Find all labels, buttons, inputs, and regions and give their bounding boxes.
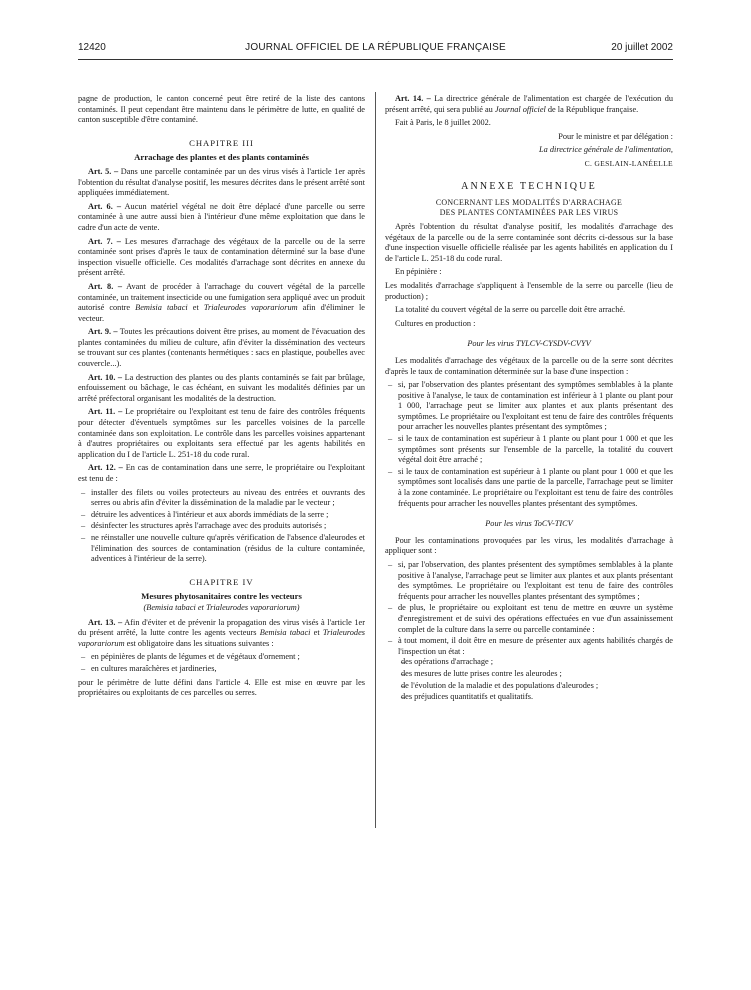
annex-title: ANNEXE TECHNIQUE	[461, 180, 597, 192]
virus-1-list	[385, 380, 673, 509]
article-7-text: Les mesures d'arrachage des végétaux de la parcelle ou de la serre contaminée sont prises d'après le taux de contamination déterminé sur la base d'une inspection visuelle officielle. Ces modalités d'arrachage sont décrites en annexe du présent arrêté.	[78, 236, 366, 278]
article-5	[78, 167, 365, 199]
paren-close: )	[296, 602, 300, 612]
article-8	[78, 282, 365, 324]
article-6	[78, 202, 365, 234]
article-6-text: Aucun matériel végétal ne doit être déplacé d'une parcelle ou serre contaminée à une autre aussi bien à l'intérieur d'une même exploitation que dans le cadre d'un acte de vente.	[78, 201, 365, 232]
chapter-4-title: Mesures phytosanitaires contre les vecteurs	[141, 591, 302, 602]
article-9	[78, 327, 365, 369]
virus-heading-1: Pour les virus TYLCV-CYSDV-CVYV	[467, 339, 591, 349]
annex-paragraph-4: Les modalités d'arrachage des végétaux de la parcelle ou de la serre sont décrites d'après le taux de contamination déterminée sur la base d'une inspection :	[385, 355, 673, 376]
article-11-number: Art. 11. –	[88, 407, 123, 417]
list-item: – si, par l'observation, des plantes présentent des symptômes semblables à la plante positive à l'analyse, l'arrachage peut se limiter aux plantes et aux plants présentant des symptômes. Le propriétaire ou l'exploitant est tenu de faire des contrôles fréquents pour arracher les nouvelles plantes présentant des symptômes ;	[385, 560, 673, 602]
sublist-item: – des mesures de lutte prises contre les aleurodes ;	[398, 669, 673, 680]
species-trialeurodes: Trialeurodes vaporariorum	[203, 303, 298, 313]
virus-heading-2: Pour les virus ToCV-TICV	[485, 519, 573, 529]
annex-paragraph-3: La totalité du couvert végétal de la serre ou parcelle doit être arraché.	[395, 305, 626, 315]
article-13	[78, 618, 365, 650]
intro-paragraph: pagne de production, le canton concerné peut être retiré de la liste des cantons contaminés. Il peut cependant être maintenu dans le périmètre de lutte, en qualité de canton susceptible d'être contaminé.	[78, 94, 365, 125]
done-at: Fait à Paris, le 8 juillet 2002.	[395, 118, 491, 128]
inspection-sublist	[398, 657, 673, 702]
sublist-item: – des opérations d'arrachage ;	[398, 657, 673, 668]
article-10	[78, 373, 365, 405]
issue-date: 20 juillet 2002	[611, 42, 673, 53]
species-bemisia: Bemisia tabaci	[259, 628, 311, 638]
article-11	[78, 407, 365, 460]
sublist-item: – de l'évolution de la maladie et des populations d'aleurodes ;	[398, 681, 673, 692]
article-10-number: Art. 10. –	[88, 372, 123, 382]
species-trialeurodes: Trialeurodes vaporariorum	[205, 602, 297, 612]
article-12-text: En cas de contamination dans une serre, le propriétaire ou l'exploitant est tenu de :	[78, 463, 366, 483]
list-item: – installer des filets ou voiles protecteurs au niveau des entrées et ouvrants des serres ou abris afin d'éviter la dissémination de la maladie par le vecteur ;	[78, 488, 365, 509]
article-12	[78, 463, 365, 484]
article-9-text: Toutes les précautions doivent être prises, au moment de l'évacuation des plantes contaminées du milieu de culture, afin d'éviter la dissémination des vecteurs se trouvant sur ces plantes (contenants hermétiques : sacs en plastique, poubelles avec couvercle...).	[78, 327, 365, 369]
paren-open: (	[143, 602, 147, 612]
annex-subtitle	[385, 198, 673, 217]
species-bemisia: Bemisia tabaci	[135, 303, 188, 313]
article-12-list	[78, 488, 365, 565]
annex-paragraph-5: Pour les contaminations provoquées par les virus, les modalités d'arrachage à appliquer sont :	[385, 535, 673, 556]
list-item: – ne réinstaller une nouvelle culture qu'après vérification de l'absence d'aleurodes et l'élimination des sources de contamination (résidus de la culture contaminée, adventices à l'intérieur de la serre).	[78, 533, 365, 565]
conjunction: et	[195, 602, 206, 612]
list-item-text: à tout moment, il doit être en mesure de présenter aux agents habilités chargés de l'inspection un état :	[398, 636, 673, 656]
header-rule	[78, 59, 673, 60]
article-12-number: Art. 12. –	[88, 463, 123, 473]
annex-subtitle-line-2: DES PLANTES CONTAMINÉES PAR LES VIRUS	[439, 207, 619, 217]
article-10-text: La destruction des plantes ou des plants contaminés se fait par brûlage, enfouissement ou bâchage, le cas échéant, en suivant les modalités définies par un arrêté préfectoral organisant les modalités de la destruction.	[78, 372, 365, 403]
journal-title: JOURNAL OFFICIEL DE LA RÉPUBLIQUE FRANÇAISE	[245, 42, 506, 53]
sublist-item: – des préjudices quantitatifs et qualitatifs.	[398, 692, 673, 703]
chapter-4-subtitle	[78, 603, 365, 614]
virus-2-list	[385, 560, 673, 703]
chapter-3-title: Arrachage des plantes et des plants contaminés	[134, 152, 309, 163]
production-heading: Cultures en production :	[395, 318, 476, 328]
article-14-text-b: de la République française.	[545, 104, 639, 114]
list-item	[385, 636, 673, 703]
left-column	[78, 94, 365, 702]
article-14	[385, 94, 673, 115]
article-6-number: Art. 6. –	[88, 201, 121, 211]
species-trialeurodes: Trialeurodes vaporariorum	[78, 628, 365, 648]
annex-paragraph-1: Après l'obtention du résultat d'analyse positif, les modalités d'arrachage des végétaux de la parcelle ou de la serre contaminée sont décrits ci-dessous sur la base d'une inspection visuelle officielle réalisée par les agents habilités en application du I de l'article L. 251-18 du code rural.	[385, 221, 673, 263]
annex-subtitle-line-1: CONCERNANT LES MODALITÉS D'ARRACHAGE	[435, 198, 623, 208]
article-14-number: Art. 14. –	[395, 94, 431, 103]
article-13-after: pour le périmètre de lutte défini dans l'article 4. Elle est mise en œuvre par les propriétaires ou exploitants de ces parcelles ou serres.	[78, 677, 365, 698]
article-8-text-b: et	[187, 303, 204, 313]
list-item: – de plus, le propriétaire ou exploitant est tenu de mettre en œuvre un système d'enregistrement et de suivi des opérations effectuées en vue d'un assainissement complet de la culture dans la serre ou parcelle contaminée :	[385, 603, 673, 635]
list-item: – si le taux de contamination est supérieur à 1 plante ou plant pour 1 000 et que les symptômes sont localisés dans une partie de la parcelle, l'arrachage peut se limiter à la zone contaminée. Le propriétaire ou l'exploitant est tenu de faire des contrôles fréquents pour arracher les nouvelles plantes présentant des symptômes.	[385, 467, 673, 509]
article-9-number: Art. 9. –	[88, 327, 118, 337]
list-item: – si, par l'observation des plantes présentant des symptômes semblables à la plante positive à l'analyse, le taux de contamination est inférieur à 1 plante ou plant pour 1 000, l'arrachage peut se limiter aux plantes et aux plants présentant des symptômes. Le propriétaire ou l'exploitant est tenu de faire des contrôles fréquents pour arracher les nouvelles plantes présentant des symptômes ;	[385, 380, 673, 433]
list-item: – en pépinières de plants de légumes et de végétaux d'ornement ;	[78, 652, 365, 663]
article-13-text-b: et	[310, 628, 323, 638]
signatory-name: C. GESLAIN-LANÉELLE	[584, 158, 673, 168]
right-column	[385, 94, 673, 706]
article-7	[78, 237, 365, 279]
signature-line-2: La directrice générale de l'alimentation,	[539, 145, 673, 155]
signature-line-1: Pour le ministre et par délégation :	[558, 131, 673, 141]
annex-paragraph-2: Les modalités d'arrachage s'appliquent à l'ensemble de la serre ou parcelle (lieu de production) ;	[385, 280, 673, 301]
article-5-number: Art. 5. –	[88, 166, 119, 176]
list-item: – si le taux de contamination est supérieur à 1 plante ou plant pour 1 000 et que les symptômes sont présents sur l'ensemble de la parcelle, la totalité du couvert végétal doit être arraché ;	[385, 434, 673, 466]
article-13-list	[78, 652, 365, 674]
article-5-text: Dans une parcelle contaminée par un des virus visés à l'article 1er après l'obtention du résultat d'analyse positif, les mesures décrites dans le présent arrêté sont appliquées immédiatement.	[78, 166, 366, 198]
article-7-number: Art. 7. –	[88, 236, 121, 246]
species-bemisia: Bemisia tabaci	[146, 602, 196, 612]
running-header	[78, 42, 673, 56]
chapter-3-label: CHAPITRE III	[189, 137, 254, 148]
article-14-text-a: La directrice générale de l'alimentation est chargée de l'exécution du présent arrêté, qui sera publié au	[385, 94, 673, 114]
list-item: – désinfecter les structures après l'arrachage avec des produits autorisés ;	[78, 521, 365, 532]
article-13-text-a: Afin d'éviter et de prévenir la propagation des virus visés à l'article 1er du présent arrêté, la lutte contre les agents vecteurs	[78, 617, 365, 638]
article-8-text-c: afin d'éliminer le vecteur.	[78, 303, 365, 323]
column-divider	[375, 92, 376, 828]
nursery-heading: En pépinière :	[395, 267, 442, 277]
page-number: 12420	[78, 42, 106, 53]
list-item: – détruire les adventices à l'intérieur et aux abords immédiats de la serre ;	[78, 510, 365, 521]
journal-name: Journal officiel	[494, 104, 546, 114]
article-13-number: Art. 13. –	[88, 617, 123, 627]
list-item: – en cultures maraîchères et jardineries,	[78, 664, 365, 675]
article-13-text-c: est obligatoire dans les situations suivantes :	[124, 638, 274, 648]
article-11-text: Le propriétaire ou l'exploitant est tenu de faire des contrôles fréquents pour détecter d'éventuels symptômes sur les parcelles voisines de la parcelle contaminée dans son exploitation. Le contrôle dans les parcelles voisines appartenant à d'autres propriétaires ou exploitants sera effectué par les agents habilités en application du I de l'article L. 251-18 du code rural.	[78, 407, 365, 459]
chapter-4-label: CHAPITRE IV	[189, 576, 254, 587]
article-8-text-a: Avant de procéder à l'arrachage du couvert végétal de la parcelle contaminée, un traitement insecticide ou une fumigation sera appliqué avec un produit autorisé contre	[78, 281, 365, 313]
article-8-number: Art. 8. –	[88, 281, 122, 291]
